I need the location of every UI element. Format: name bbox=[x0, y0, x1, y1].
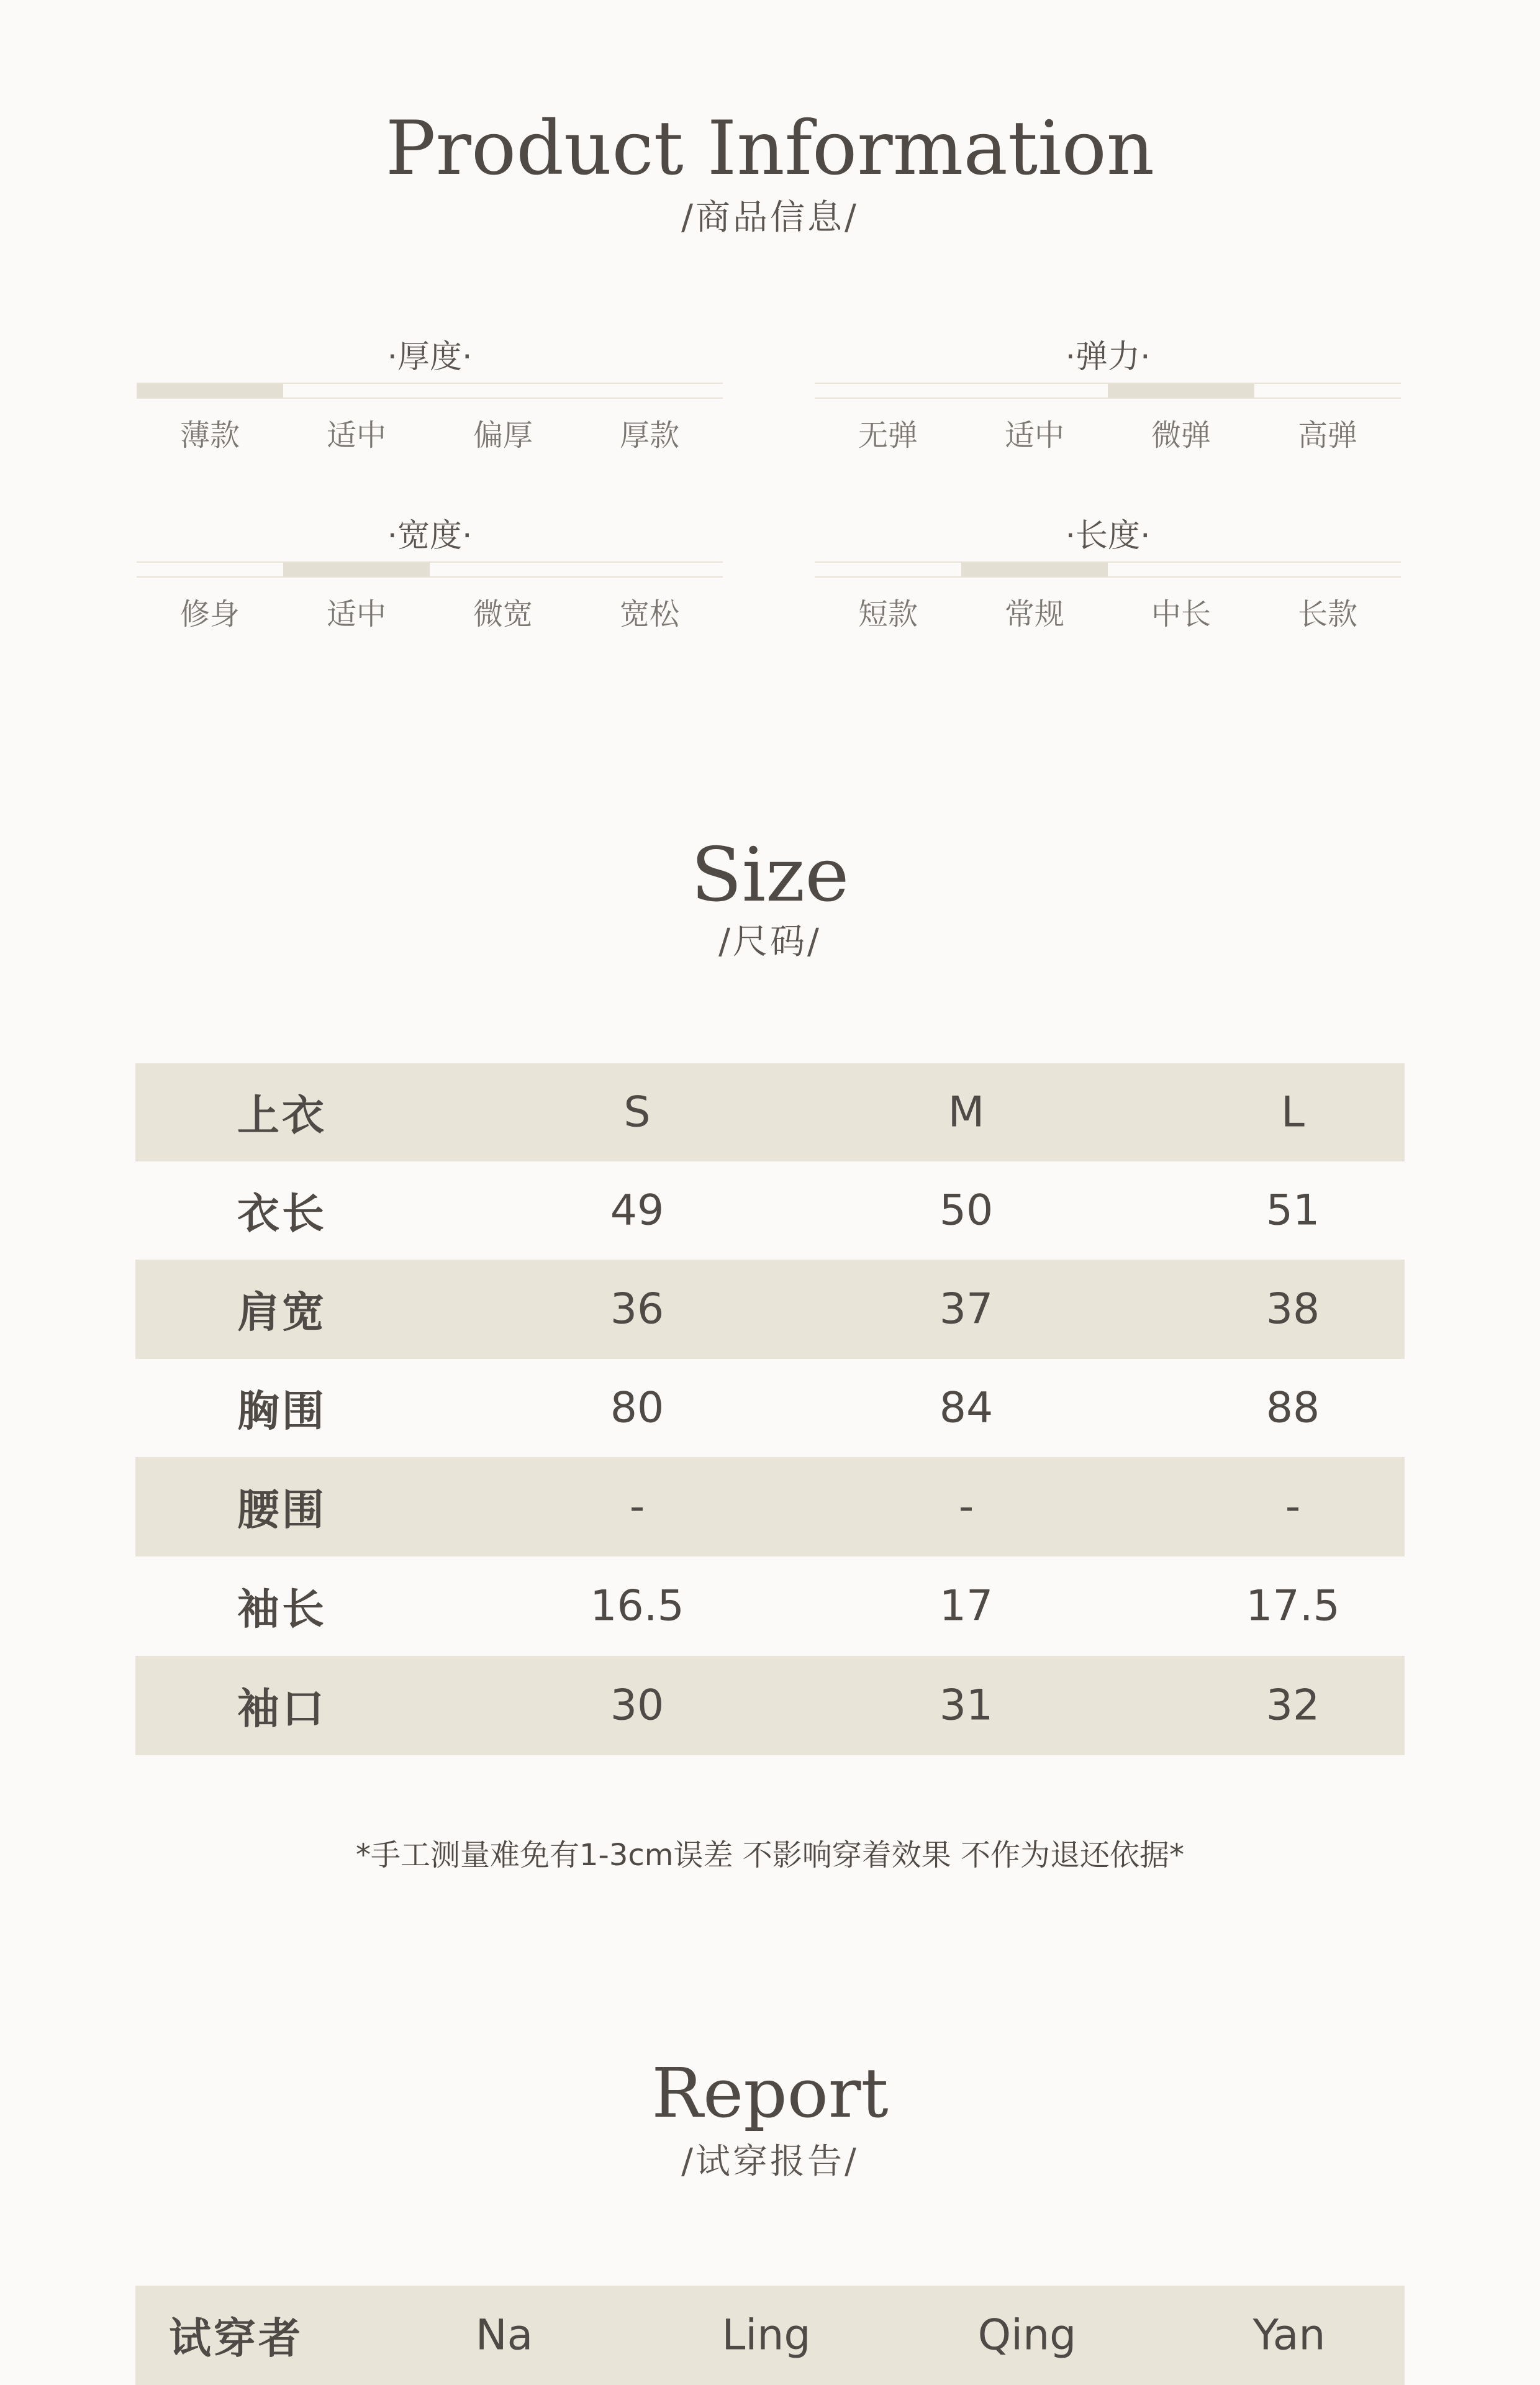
table-cell: 17 bbox=[939, 1581, 994, 1631]
scale-option: 适中 bbox=[326, 597, 386, 632]
scale-bar bbox=[137, 383, 723, 399]
table-cell: 80 bbox=[610, 1383, 664, 1433]
table-cell: 胸围 bbox=[237, 1387, 327, 1437]
table-cell: - bbox=[1285, 1482, 1301, 1532]
table-cell: 17.5 bbox=[1246, 1581, 1340, 1631]
header-cell: Na bbox=[475, 2310, 533, 2360]
scale-bar bbox=[137, 561, 723, 578]
measurement-note: *手工测量难免有1-3cm误差 不影响穿着效果 不作为退还依据* bbox=[355, 1838, 1185, 1873]
scale-labels bbox=[815, 411, 1401, 454]
attr-title: ·宽度· bbox=[387, 517, 473, 555]
scale-option: 适中 bbox=[326, 418, 386, 453]
table-cell: 36 bbox=[610, 1284, 664, 1334]
scale-labels bbox=[137, 411, 723, 454]
table-cell: 袖长 bbox=[237, 1585, 327, 1635]
scale-option: 修身 bbox=[179, 597, 240, 632]
report-title: Report bbox=[651, 2053, 889, 2133]
scale-option: 厚款 bbox=[619, 418, 679, 453]
table-row bbox=[135, 1656, 1405, 1755]
table-cell: - bbox=[629, 1482, 645, 1532]
scale-option: 适中 bbox=[1004, 418, 1064, 453]
header-cell: Yan bbox=[1252, 2310, 1326, 2360]
header-cell: 上衣 bbox=[237, 1091, 327, 1141]
table-header-row bbox=[135, 2286, 1405, 2385]
report-subtitle: /试穿报告/ bbox=[681, 2142, 859, 2182]
table-cell: 肩宽 bbox=[237, 1288, 327, 1338]
header-cell: Ling bbox=[722, 2310, 811, 2360]
table-cell: 袖口 bbox=[237, 1684, 327, 1734]
attr-title: ·长度· bbox=[1065, 517, 1151, 555]
table-cell: 16.5 bbox=[590, 1581, 684, 1631]
header-cell: Qing bbox=[977, 2310, 1077, 2360]
scale-option: 长款 bbox=[1297, 597, 1357, 632]
table-cell: 32 bbox=[1266, 1681, 1320, 1730]
table-row bbox=[135, 1260, 1405, 1359]
table-row bbox=[135, 1161, 1405, 1260]
scale-option: 常规 bbox=[1004, 597, 1064, 632]
table-cell: 衣长 bbox=[237, 1189, 327, 1239]
scale-option: 偏厚 bbox=[473, 418, 533, 453]
scale-labels bbox=[815, 590, 1401, 633]
scale-fill bbox=[1108, 384, 1254, 398]
scale-bar bbox=[815, 561, 1401, 578]
table-cell: 31 bbox=[939, 1681, 994, 1730]
table-row bbox=[135, 1556, 1405, 1656]
table-cell: 49 bbox=[610, 1186, 664, 1235]
table-row bbox=[135, 1457, 1405, 1556]
table-cell: 37 bbox=[939, 1284, 994, 1334]
header-cell: L bbox=[1281, 1088, 1305, 1137]
scale-option: 微弹 bbox=[1151, 418, 1211, 453]
size-title: Size bbox=[691, 832, 849, 919]
header-cell: M bbox=[948, 1088, 985, 1137]
header-cell: S bbox=[623, 1088, 651, 1137]
scale-option: 短款 bbox=[858, 597, 918, 632]
scale-option: 薄款 bbox=[179, 418, 240, 453]
scale-fill bbox=[137, 384, 283, 398]
table-cell: 腰围 bbox=[237, 1486, 327, 1535]
size-subtitle: /尺码/ bbox=[718, 922, 822, 962]
scale-labels bbox=[137, 590, 723, 633]
scale-fill bbox=[961, 563, 1108, 576]
header-cell: 试穿者 bbox=[168, 2314, 304, 2364]
table-row bbox=[135, 1359, 1405, 1457]
scale-option: 无弹 bbox=[858, 418, 918, 453]
table-cell: 38 bbox=[1266, 1284, 1320, 1334]
table-cell: 30 bbox=[610, 1681, 664, 1730]
scale-option: 中长 bbox=[1151, 597, 1211, 632]
report-table bbox=[135, 2286, 1405, 2385]
size-table bbox=[135, 1063, 1405, 1755]
table-cell: 50 bbox=[939, 1186, 994, 1235]
table-cell: 84 bbox=[939, 1383, 994, 1433]
table-cell: 88 bbox=[1266, 1383, 1320, 1433]
scale-option: 宽松 bbox=[619, 597, 679, 632]
table-cell: - bbox=[958, 1482, 974, 1532]
table-header-row bbox=[135, 1063, 1405, 1161]
product-info-title: Product Information bbox=[385, 106, 1155, 192]
scale-option: 高弹 bbox=[1297, 418, 1357, 453]
table-cell: 51 bbox=[1266, 1186, 1320, 1235]
scale-bar bbox=[815, 383, 1401, 399]
product-info-subtitle: /商品信息/ bbox=[681, 198, 859, 238]
attr-title: ·弹力· bbox=[1065, 338, 1151, 376]
scale-fill bbox=[283, 563, 430, 576]
scale-option: 微宽 bbox=[473, 597, 533, 632]
attr-title: ·厚度· bbox=[387, 338, 473, 376]
